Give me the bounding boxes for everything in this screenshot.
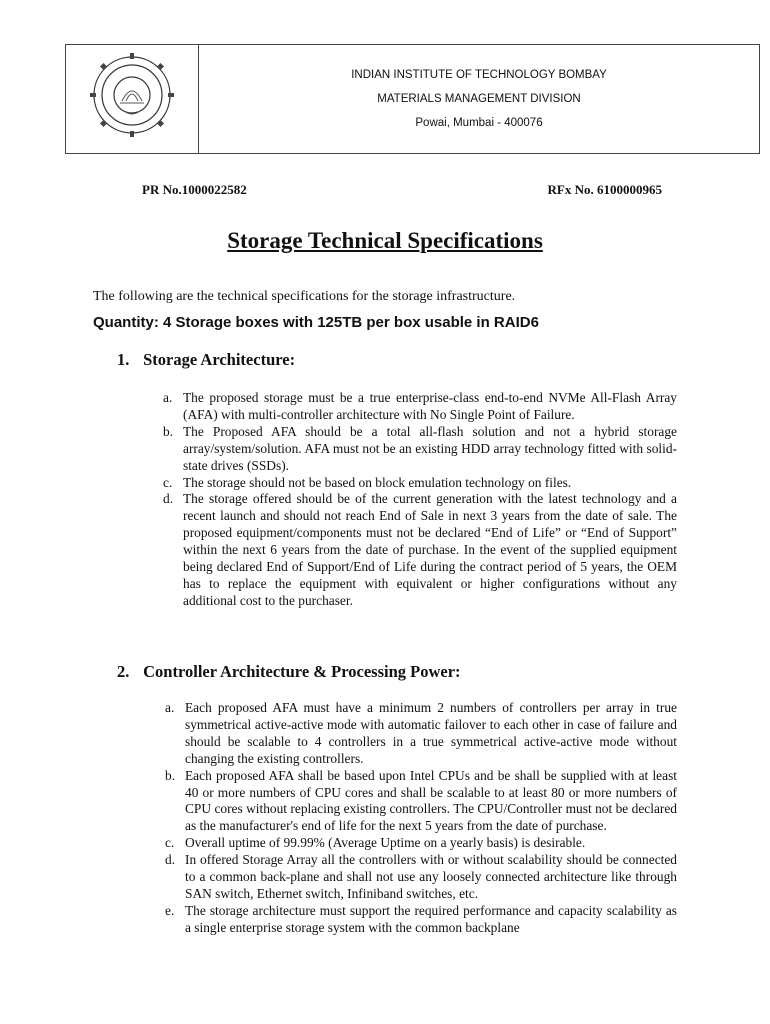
intro-text: The following are the technical specifications for the storage infrastructure. [93,289,516,304]
list-item: b. Each proposed AFA shall be based upon Intel CPUs and be shall be supplied with at least 40 or more numbers of CPU cores and shall be scalable to at least 80 or more numbers of CPU cores without replacing existing controllers. The CPU/Controller must not be declared as the manufacturer's end of life for the next 5 years from the date of purchase. [165,767,677,834]
list-item: c. Overall uptime of 99.99% (Average Uptime on a yearly basis) is desirable. [165,835,586,851]
quantity-line: Quantity: 4 Storage boxes with 125TB per box usable in RAID6 [93,314,539,331]
reference-numbers [142,182,662,198]
section-number: 1. [117,350,130,369]
list-item: e. The storage architecture must support the required performance and capacity scalability as a single enterprise storage system with the common backplane [165,902,677,935]
institute-address: Powai, Mumbai - 400076 [415,117,543,129]
pr-number: PR No.1000022582 [142,182,247,197]
storage-architecture-list [163,390,677,610]
institute-name: INDIAN INSTITUTE OF TECHNOLOGY BOMBAY [351,69,607,81]
section-title: Controller Architecture & Processing Power: [143,662,461,681]
list-item: d. The storage offered should be of the current generation with the latest technology and a recent launch and should not reach End of Sale in next 3 years from the date of sale. The proposed equipment/components must not be declared “End of Life” or “End of Support” within the next 6 years from the date of purchase. In the event of the supplied equipment being declared End of Support/End of Life during the contract period of 5 years, the OEM has to replace the equipment with equivalent or higher configurations without any additional cost to the purchaser. [163,491,677,608]
list-item: b. The Proposed AFA should be a total all-flash solution and not a hybrid storage array/system/solution. AFA must not be an existing HDD array technology fitted with solid-state drives (SSDs). [163,423,677,473]
logo-cell [66,45,199,153]
section-title: Storage Architecture: [143,350,296,369]
division-name: MATERIALS MANAGEMENT DIVISION [377,93,581,105]
list-item: c. The storage should not be based on block emulation technology on files. [163,474,572,490]
section-heading-controller-architecture [117,662,461,682]
section-heading-storage-architecture [117,350,295,370]
list-item: a. Each proposed AFA must have a minimum 2 numbers of controllers per array in true symmetrical active-active mode with automatic failover to each other in case of failure and should be scalable to 4 controllers in a true symmetrical active-active mode without changing the existing controllers. [165,700,677,766]
list-item: d. In offered Storage Array all the controllers with or without scalability should be connected to a common back-plane and shall not use any loosely connected architecture like through SAN switch, Ethernet switch, Infiniband switches, etc. [165,852,677,901]
list-item: a. The proposed storage must be a true enterprise-class end-to-end NVMe All-Flash Array (AFA) with multi-controller architecture with No Single Point of Failure. [163,390,677,422]
institute-info [199,45,759,153]
section-number: 2. [117,662,130,681]
letterhead [65,44,760,154]
iitb-logo-icon [88,51,176,139]
page-title: Storage Technical Specifications [227,228,543,253]
controller-architecture-list [165,700,677,937]
rfx-number: RFx No. 6100000965 [547,182,662,197]
